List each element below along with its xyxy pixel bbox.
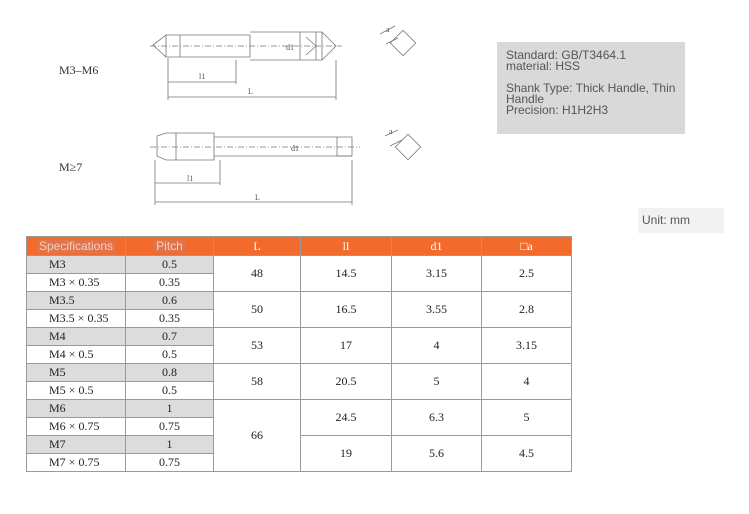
spec-cell: M4 xyxy=(27,328,126,346)
dim-d1-top: d1 xyxy=(286,43,294,52)
header-d1: d1 xyxy=(392,237,482,256)
dim-L-bottom: L xyxy=(255,193,260,202)
d1-cell: 5.6 xyxy=(392,436,482,472)
d1-cell: 4 xyxy=(392,328,482,364)
header-pitch: Pitch xyxy=(126,237,214,256)
a-cell: 5 xyxy=(482,400,572,436)
spec-cell: M6 xyxy=(27,400,126,418)
L-cell: 50 xyxy=(214,292,301,328)
pitch-cell: 1 xyxy=(126,436,214,454)
dim-a-bottom: a xyxy=(389,127,393,136)
L-cell: 48 xyxy=(214,256,301,292)
square-section-bottom xyxy=(395,134,420,159)
pitch-cell: 0.5 xyxy=(126,382,214,400)
precision-text: Precision: H1H2H3 xyxy=(506,103,609,117)
table-row xyxy=(27,256,572,274)
l1-cell: 14.5 xyxy=(301,256,392,292)
pitch-cell: 0.5 xyxy=(126,256,214,274)
spec-cell: M7 xyxy=(27,436,126,454)
table-row xyxy=(27,364,572,382)
d1-cell: 6.3 xyxy=(392,400,482,436)
standard-text: Standard: GB/T3464.1 xyxy=(506,48,627,62)
spec-info-box xyxy=(497,42,685,134)
a-cell: 3.15 xyxy=(482,328,572,364)
table-row xyxy=(27,400,572,418)
spec-cell: M3 × 0.35 xyxy=(27,274,126,292)
a-cell: 2.8 xyxy=(482,292,572,328)
shank-type-text: Shank Type: Thick Handle, Thin Handle xyxy=(506,81,676,106)
l1-cell: 24.5 xyxy=(301,400,392,436)
pitch-cell: 1 xyxy=(126,400,214,418)
pitch-cell: 0.35 xyxy=(126,310,214,328)
tap-drawing-bottom xyxy=(157,133,352,160)
dim-l1-bottom: l1 xyxy=(187,174,194,183)
dim-d1-bottom: d1 xyxy=(291,144,299,153)
spec-cell: M6 × 0.75 xyxy=(27,418,126,436)
header-l1: ll xyxy=(301,237,392,256)
header-specifications: Specifications xyxy=(27,237,126,256)
dim-l1-top: l1 xyxy=(199,72,206,81)
a-cell: 4.5 xyxy=(482,436,572,472)
pitch-cell: 0.75 xyxy=(126,454,214,472)
pitch-cell: 0.75 xyxy=(126,418,214,436)
table-header-row xyxy=(27,237,572,256)
l1-cell: 17 xyxy=(301,328,392,364)
L-cell: 58 xyxy=(214,364,301,400)
table-row xyxy=(27,328,572,346)
square-section-top xyxy=(390,30,415,55)
a-cell: 2.5 xyxy=(482,256,572,292)
l1-cell: 16.5 xyxy=(301,292,392,328)
pitch-cell: 0.8 xyxy=(126,364,214,382)
a-cell: 4 xyxy=(482,364,572,400)
L-cell: 53 xyxy=(214,328,301,364)
spec-cell: M5 × 0.5 xyxy=(27,382,126,400)
spec-cell: M5 xyxy=(27,364,126,382)
l1-cell: 19 xyxy=(301,436,392,472)
spec-cell: M7 × 0.75 xyxy=(27,454,126,472)
material-text: material: HSS xyxy=(506,59,581,73)
header-L: L xyxy=(214,237,301,256)
label-m3-m6: M3–M6 xyxy=(59,63,99,77)
spec-cell: M3 xyxy=(27,256,126,274)
label-m-ge-7: M≥7 xyxy=(59,160,83,174)
spec-cell: M3.5 × 0.35 xyxy=(27,310,126,328)
d1-cell: 3.15 xyxy=(392,256,482,292)
pitch-cell: 0.35 xyxy=(126,274,214,292)
pitch-cell: 0.7 xyxy=(126,328,214,346)
spec-table xyxy=(26,236,572,472)
dim-L-top: L xyxy=(248,87,253,96)
header-a: □a xyxy=(482,237,572,256)
d1-cell: 3.55 xyxy=(392,292,482,328)
dim-a-top: a xyxy=(386,25,390,34)
l1-cell: 20.5 xyxy=(301,364,392,400)
table-row xyxy=(27,292,572,310)
L-cell: 66 xyxy=(214,400,301,472)
spec-cell: M4 × 0.5 xyxy=(27,346,126,364)
pitch-cell: 0.6 xyxy=(126,292,214,310)
unit-label: Unit: mm xyxy=(638,208,724,233)
d1-cell: 5 xyxy=(392,364,482,400)
spec-cell: M3.5 xyxy=(27,292,126,310)
pitch-cell: 0.5 xyxy=(126,346,214,364)
